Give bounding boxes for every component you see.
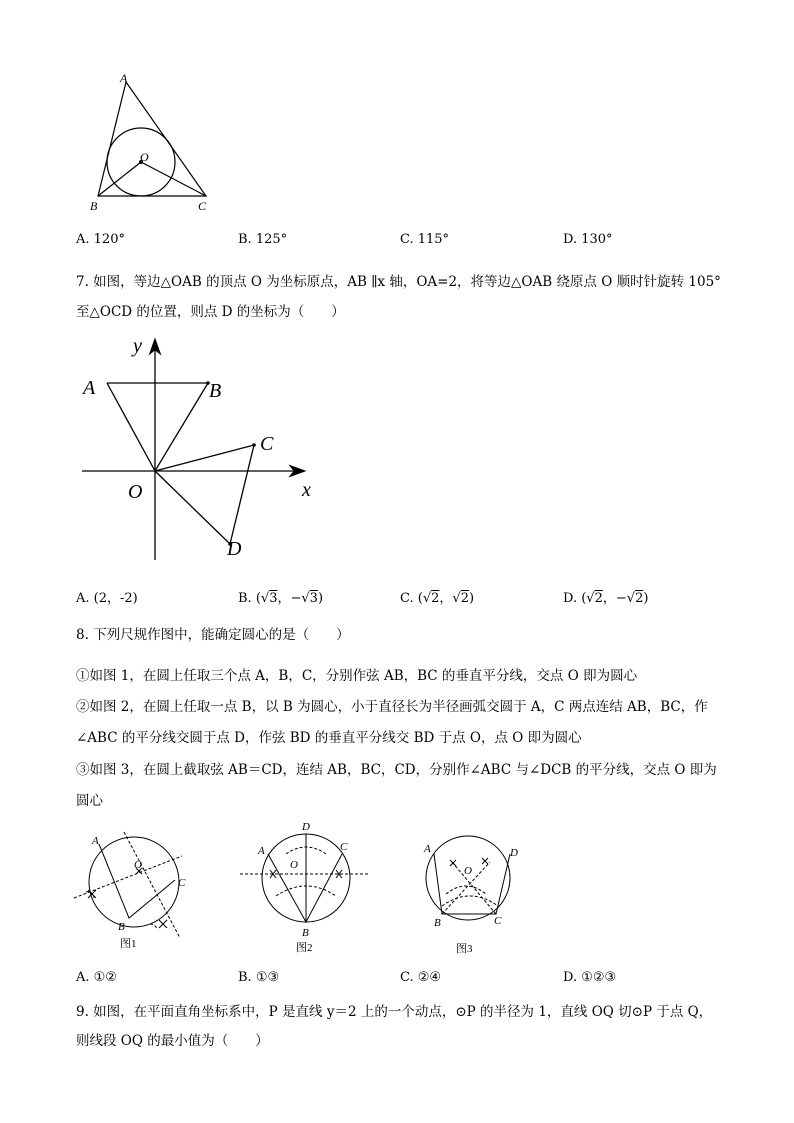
q8-statement-3-line1: ③如图 3，在圆上截取弦 AB＝CD，连结 AB，BC，CD，分别作∠ABC 与∠DCB 的平分线，交点 O 即为 — [76, 762, 717, 778]
label-b: B — [90, 199, 98, 213]
svg-text:D: D — [302, 821, 310, 833]
chords-ab-bc-cd — [434, 854, 510, 914]
label-origin: O — [128, 481, 143, 503]
sqrt-symbol: √ — [260, 591, 270, 606]
figure-1 — [72, 820, 192, 955]
q7-option-a[interactable]: A. (2，-2) — [76, 591, 138, 606]
chords-ab-bc — [99, 844, 175, 918]
caption: 图3 — [456, 943, 473, 955]
q6-option-b[interactable]: B. 125° — [238, 232, 288, 247]
svg-text:A: A — [258, 845, 265, 857]
q8-statement-2-line2: ∠ABC 的平分线交圆于点 D，作弦 BD 的垂直平分线交 BD 于点 O，点 O 即为圆心 — [76, 730, 582, 746]
caption: 图1 — [120, 938, 137, 950]
caption: 图2 — [296, 942, 313, 954]
svg-text:O: O — [134, 859, 142, 871]
perp-bisector-bc — [124, 832, 180, 938]
label-b: B — [209, 380, 222, 402]
q8-stem: 8. 下列尺规作图中，能确定圆心的是（ ） — [76, 627, 350, 643]
label-y: y — [133, 335, 142, 357]
svg-text:B: B — [434, 917, 441, 929]
q7-option-c[interactable]: C. (√2，√2) — [400, 591, 475, 606]
q6-option-d[interactable]: D. 130° — [563, 232, 613, 247]
label-o: O — [140, 150, 149, 164]
rotation-coordinate-figure — [76, 332, 326, 564]
label-d: D — [227, 538, 242, 560]
triangle-ocd — [155, 445, 254, 544]
svg-text:O: O — [464, 865, 472, 877]
incircle-triangle-figure — [80, 68, 220, 216]
label-x: x — [302, 479, 311, 501]
label-a: A — [120, 71, 128, 85]
q7-option-d[interactable]: D. (√2，−√2) — [563, 591, 649, 606]
q7-stem-line1: 7. 如图，等边△OAB 的顶点 O 为坐标原点，AB ∥x 轴，OA=2，将等边△OAB 绕原点 O 顺时针旋转 105° — [76, 274, 721, 290]
q9-stem-line1: 9. 如图，在平面直角坐标系中，P 是直线 y＝2 上的一个动点，⊙P 的半径为 1，直线 OQ 切⊙P 于点 Q， — [76, 1004, 713, 1020]
svg-text:O: O — [290, 859, 298, 871]
q8-option-b[interactable]: B. ①③ — [238, 970, 280, 985]
svg-text:D: D — [510, 847, 518, 859]
svg-text:A: A — [92, 835, 99, 847]
sqrt-symbol: √ — [626, 591, 636, 606]
svg-text:C: C — [178, 877, 186, 889]
figure-3 — [416, 834, 536, 958]
triangle-abc — [98, 82, 206, 196]
q6-option-a[interactable]: A. 120° — [76, 232, 125, 247]
q8-option-d[interactable]: D. ①②③ — [563, 970, 617, 985]
q8-statement-3-line2: 圆心 — [76, 793, 103, 809]
sqrt-symbol: √ — [586, 591, 595, 606]
sqrt-symbol: √ — [422, 591, 432, 606]
q8-option-a[interactable]: A. ①② — [76, 970, 117, 985]
svg-text:C: C — [340, 841, 348, 853]
svg-text:B: B — [302, 927, 309, 939]
q7-option-b[interactable]: B. (√3，−√3) — [238, 591, 324, 606]
label-c: C — [260, 433, 274, 455]
svg-text:B: B — [118, 921, 125, 933]
sqrt-symbol: √ — [301, 591, 310, 606]
figure-2 — [236, 818, 376, 958]
q8-statement-1: ①如图 1，在圆上任取三个点 A，B，C，分别作弦 AB，BC 的垂直平分线，交点 O 即为圆心 — [76, 668, 638, 684]
label-c: C — [198, 199, 207, 213]
label-a: A — [83, 377, 96, 399]
chords-ab-bc — [268, 854, 342, 922]
q8-statement-2-line1: ②如图 2，在圆上任取一点 B，以 B 为圆心，小于直径长为半径画弧交圆于 A，C 两点连结 AB，BC，作 — [76, 699, 708, 715]
segment-oc — [141, 162, 206, 196]
q9-stem-line2: 则线段 OQ 的最小值为（ ） — [76, 1033, 269, 1049]
svg-text:C: C — [494, 915, 502, 927]
q6-option-c[interactable]: C. 115° — [400, 232, 450, 247]
bisector-dcb — [452, 862, 496, 914]
q7-stem-line2: 至△OCD 的位置，则点 D 的坐标为（ ） — [76, 304, 345, 320]
triangle-oab — [107, 383, 208, 471]
sqrt-symbol: √ — [452, 591, 461, 606]
svg-text:A: A — [424, 843, 431, 855]
segment-ob — [98, 162, 141, 196]
q8-option-c[interactable]: C. ②④ — [400, 970, 442, 985]
